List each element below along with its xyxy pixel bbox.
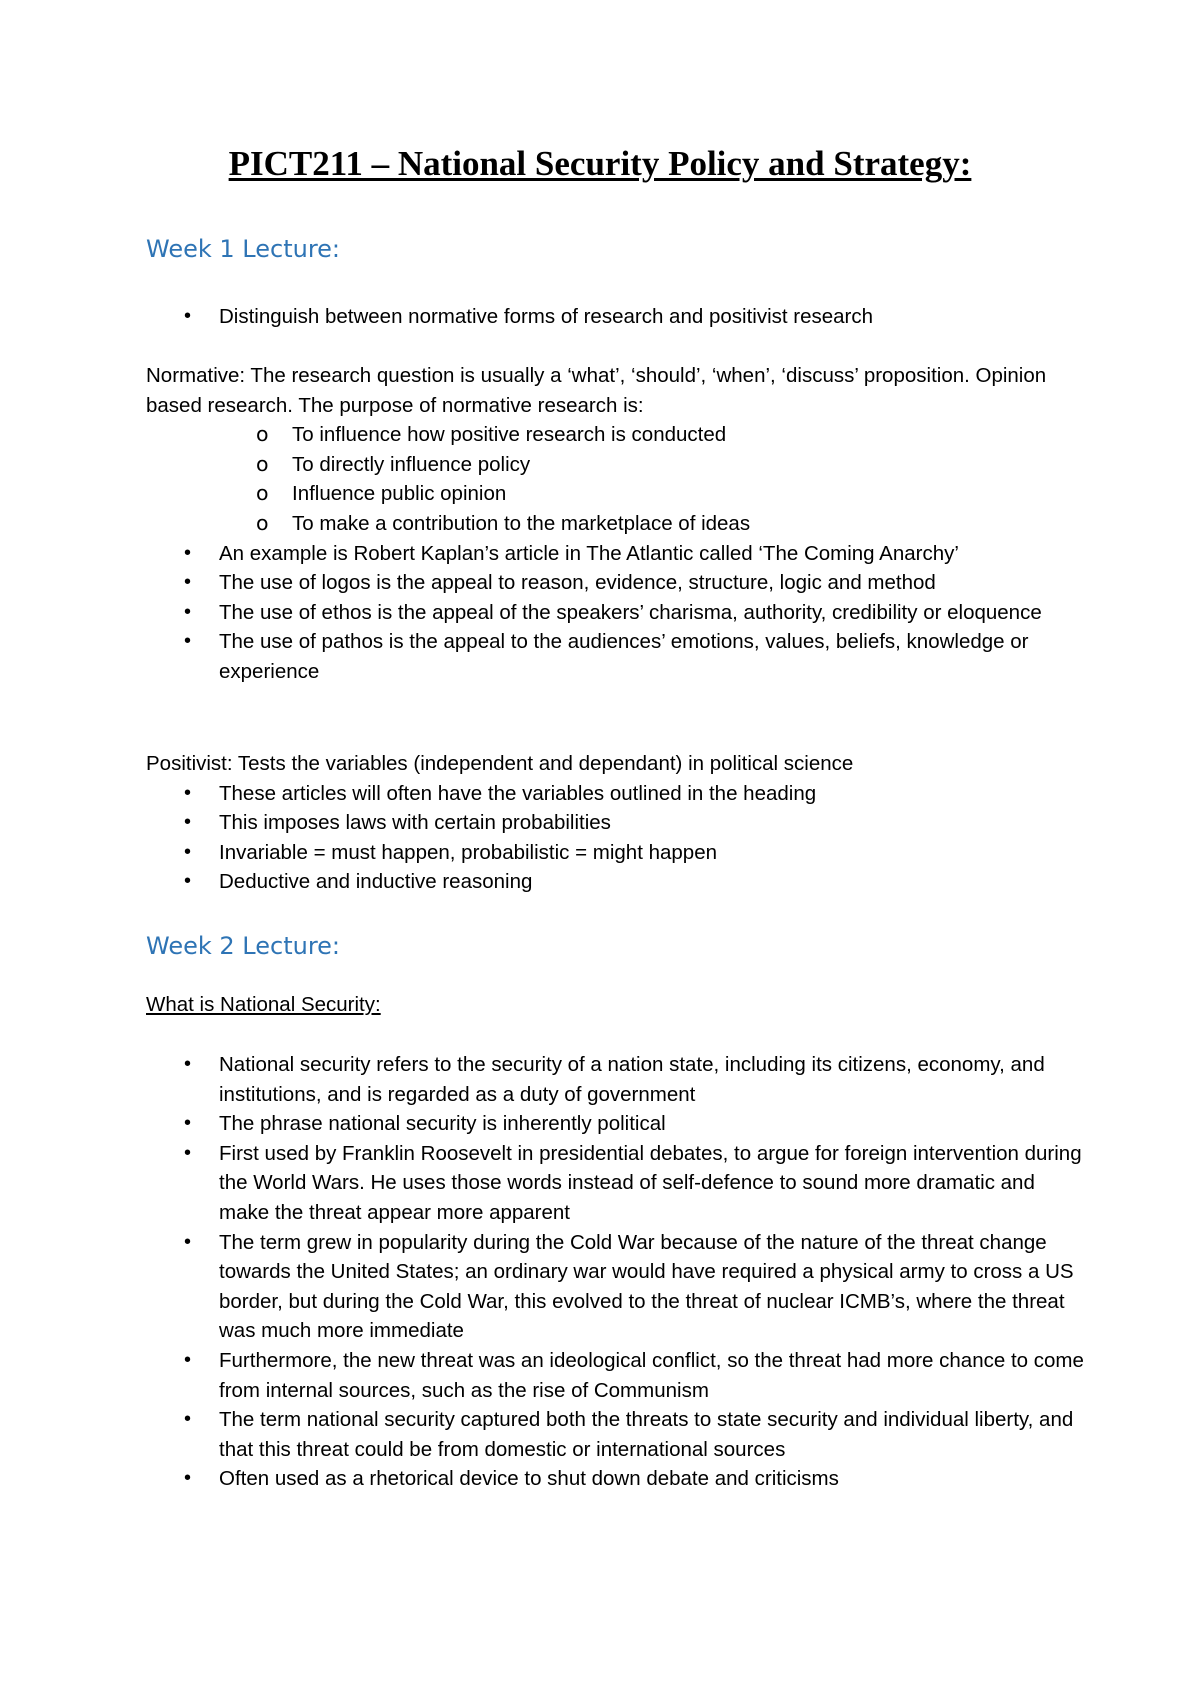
positivist-bullet-list	[146, 779, 1086, 897]
list-item	[146, 1464, 1086, 1494]
list-item	[146, 420, 1086, 450]
list-item	[146, 867, 1086, 897]
list-item	[146, 838, 1086, 868]
bullet-icon: •	[184, 630, 192, 653]
bullet-text: The use of ethos is the appeal of the speakers’ charisma, authority, credibility or eloquence	[219, 600, 1042, 624]
circle-bullet-icon: o	[256, 422, 269, 447]
bullet-text: National security refers to the security of a nation state, including its citizens, economy, and institutions, and is regarded as a duty of government	[219, 1053, 1045, 1106]
list-item	[146, 1139, 1086, 1228]
circle-bullet-icon: o	[256, 481, 269, 506]
bullet-text: The phrase national security is inherently political	[219, 1112, 666, 1136]
bullet-text: The term national security captured both the threats to state security and individual liberty, and that this threat could be from domestic or international sources	[219, 1408, 1074, 1461]
purpose-list	[146, 420, 1086, 538]
week-1-intro	[146, 302, 1086, 332]
bullet-icon: •	[184, 840, 192, 863]
bullet-icon: •	[184, 305, 192, 327]
document-title: PICT211 – National Security Policy and Strategy:	[228, 144, 972, 183]
bullet-icon: •	[184, 1112, 192, 1135]
circle-bullet-icon: o	[256, 510, 269, 535]
list-item	[146, 450, 1086, 480]
bullet-text: Influence public opinion	[292, 482, 507, 506]
list-item	[146, 1405, 1086, 1464]
bullet-text: Invariable = must happen, probabilistic = might happen	[219, 840, 718, 864]
week-2-section	[146, 1050, 1086, 1494]
bullet-icon: •	[184, 1230, 192, 1253]
list-item	[146, 539, 1086, 569]
week-1-heading: Week 1 Lecture:	[146, 235, 341, 263]
bullet-icon: •	[184, 870, 192, 893]
normative-bullet-list	[146, 539, 1086, 687]
list-item	[146, 808, 1086, 838]
bullet-text: These articles will often have the variables outlined in the heading	[219, 781, 817, 805]
list-item	[146, 1050, 1086, 1109]
bullet-icon: •	[184, 600, 192, 623]
bullet-icon: •	[184, 1141, 192, 1164]
bullet-text: The use of logos is the appeal to reason, evidence, structure, logic and method	[219, 571, 936, 595]
bullet-icon: •	[184, 1467, 192, 1490]
bullet-text: Furthermore, the new threat was an ideological conflict, so the threat had more chance to come from internal sources, such as the rise of Communism	[219, 1348, 1084, 1402]
list-item	[146, 779, 1086, 809]
list-item	[146, 568, 1086, 598]
national-security-subheading: What is National Security:	[146, 993, 381, 1016]
bullet-text: Often used as a rhetorical device to shut down debate and criticisms	[219, 1467, 839, 1491]
list-item	[146, 509, 1086, 539]
list-item	[146, 479, 1086, 509]
bullet-text: To directly influence policy	[292, 452, 531, 476]
list-item	[146, 1109, 1086, 1139]
bullet-text: Deductive and inductive reasoning	[219, 870, 533, 894]
week-2-heading: Week 2 Lecture:	[146, 932, 341, 960]
bullet-icon: •	[184, 1348, 192, 1371]
bullet-icon: •	[184, 541, 192, 564]
list-item	[146, 1346, 1086, 1405]
bullet-text: An example is Robert Kaplan’s article in The Atlantic called ‘The Coming Anarchy’	[219, 541, 959, 565]
bullet-text: The use of pathos is the appeal to the audiences’ emotions, values, beliefs, knowledge or experience	[219, 630, 1029, 683]
bullet-text: To influence how positive research is conducted	[292, 423, 727, 447]
list-item	[146, 598, 1086, 628]
national-security-bullet-list	[146, 1050, 1086, 1494]
normative-paragraph: Normative: The research question is usually a ‘what’, ‘should’, ‘when’, ‘discuss’ proposition. Opinion based research. The purpose of normative research is:	[146, 364, 1047, 417]
bullet-text: Distinguish between normative forms of research and positivist research	[219, 305, 874, 328]
bullet-text: This imposes laws with certain probabilities	[219, 811, 611, 835]
bullet-icon: •	[184, 1053, 192, 1075]
bullet-icon: •	[184, 1408, 192, 1431]
bullet-icon: •	[184, 571, 192, 594]
list-item	[146, 627, 1086, 686]
intro-bullet-list	[146, 302, 1086, 332]
bullet-icon: •	[184, 811, 192, 834]
bullet-text: To make a contribution to the marketplace of ideas	[292, 511, 751, 535]
bullet-text: The term grew in popularity during the Cold War because of the nature of the threat change towards the United States; an ordinary war would have required a physical army to cross a US border, but during the Cold War, this evolved to the threat of nuclear ICMB’s, where the threat was much more immediate	[219, 1230, 1074, 1343]
positivist-paragraph: Positivist: Tests the variables (independent and dependant) in political science	[146, 752, 854, 775]
list-item	[146, 302, 1086, 332]
list-item	[146, 1228, 1086, 1346]
circle-bullet-icon: o	[256, 451, 269, 476]
week-1-normative-section	[146, 361, 1086, 687]
bullet-text: First used by Franklin Roosevelt in presidential debates, to argue for foreign intervention during the World Wars. He uses those words instead of self-defence to sound more dramatic and make the threat appear more apparent	[219, 1141, 1082, 1224]
bullet-icon: •	[184, 781, 192, 804]
week-1-positivist-section	[146, 749, 1086, 897]
